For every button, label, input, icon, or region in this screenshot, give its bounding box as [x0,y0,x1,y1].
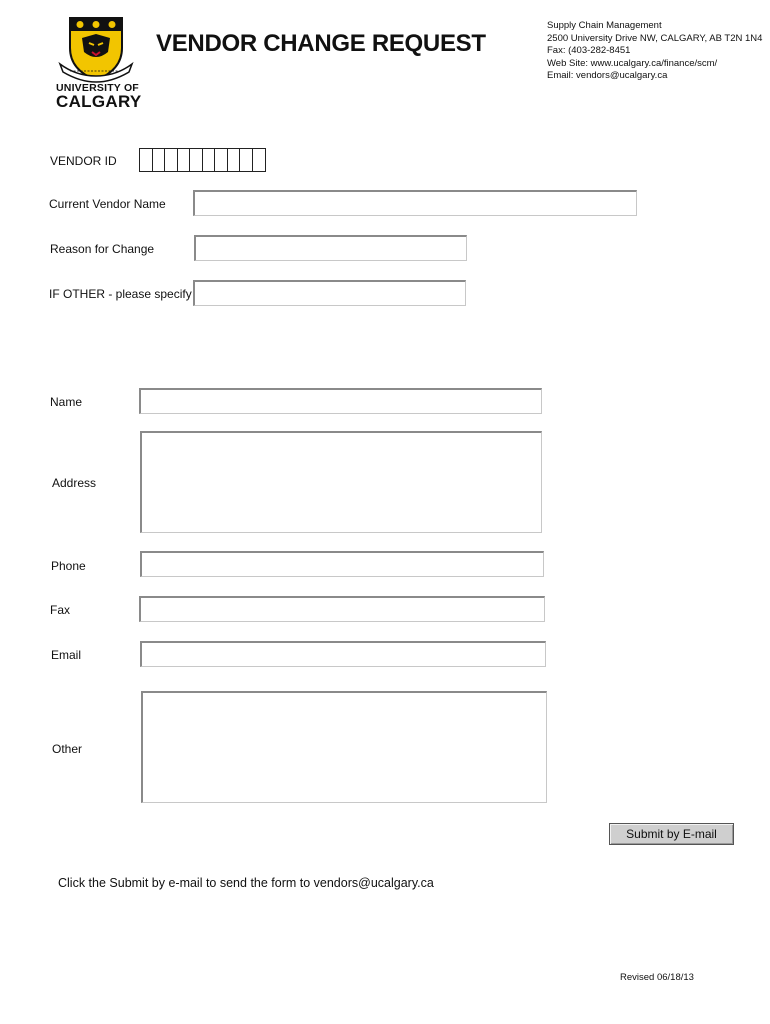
vendor-id-label: VENDOR ID [50,154,117,168]
contact-website: Web Site: www.ucalgary.ca/finance/scm/ [547,57,718,69]
vendor-id-digit-box[interactable] [240,149,253,171]
email-label: Email [51,648,82,662]
reason-for-change-label: Reason for Change [50,242,155,256]
contact-fax: Fax: (403-282-8451 [547,45,631,56]
vendor-id-digit-box[interactable] [203,149,216,171]
reason-for-change-input[interactable] [194,235,467,261]
current-vendor-name-label: Current Vendor Name [49,197,166,211]
fax-input[interactable] [139,596,545,622]
address-label: Address [52,476,97,490]
form-title: VENDOR CHANGE REQUEST [156,30,486,57]
revision-date: Revised 06/18/13 [620,972,694,983]
vendor-id-digit-box[interactable] [165,149,178,171]
vendor-id-digit-box[interactable] [215,149,228,171]
logo-wordmark [56,83,146,110]
phone-label: Phone [51,559,86,573]
phone-input[interactable] [140,551,544,577]
submit-by-email-button[interactable]: Submit by E-mail [609,823,734,845]
vendor-id-digit-box[interactable] [228,149,241,171]
contact-email: Email: vendors@ucalgary.ca [547,70,668,81]
address-textarea[interactable] [140,431,542,533]
submit-instruction-note: Click the Submit by e-mail to send the form to vendors@ucalgary.ca [58,876,434,890]
contact-department: Supply Chain Management [547,20,662,31]
other-specify-label: IF OTHER - please specify [49,287,192,301]
name-input[interactable] [139,388,542,414]
vendor-id-digit-box[interactable] [253,149,266,171]
current-vendor-name-input[interactable] [193,190,637,216]
vendor-id-digit-box[interactable] [178,149,191,171]
vendor-id-digit-box[interactable] [153,149,166,171]
vendor-id-comb-field[interactable] [139,148,266,172]
email-input[interactable] [140,641,546,667]
other-textarea[interactable] [141,691,547,803]
vendor-id-digit-box[interactable] [140,149,153,171]
contact-address: 2500 University Drive NW, CALGARY, AB T2N 1N4 [547,32,763,44]
other-specify-input[interactable] [193,280,466,306]
fax-label: Fax [50,603,71,617]
name-label: Name [50,395,83,409]
other-label: Other [52,742,83,756]
contact-block [547,20,762,83]
vendor-id-digit-box[interactable] [190,149,203,171]
logo-line-calgary: CALGARY [56,92,142,111]
logo-line-university-of: UNIVERSITY OF [56,82,139,94]
